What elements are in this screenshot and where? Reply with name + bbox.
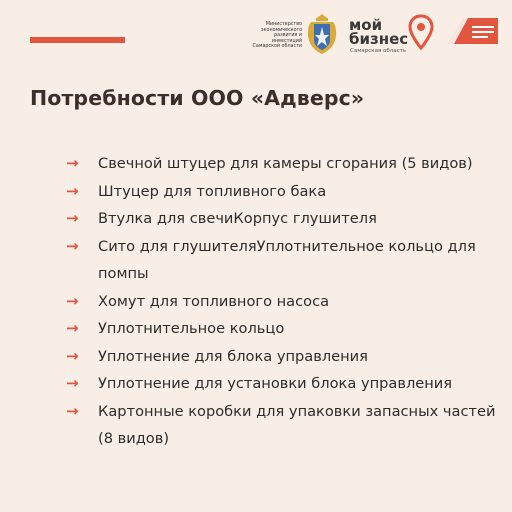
ministry-label: [245, 22, 302, 50]
arrow-right-icon: →: [66, 401, 79, 420]
arrow-right-icon: →: [66, 319, 79, 337]
moy-biznes-logo: [349, 18, 411, 54]
ministry-line: Самарской области: [252, 44, 302, 50]
brand-name: мой бизнес: [349, 16, 409, 48]
arrow-right-icon: →: [66, 209, 79, 227]
arrow-right-icon: →: [66, 181, 79, 200]
list-item: [66, 233, 498, 288]
list-item: [66, 205, 498, 233]
arrow-right-icon: →: [66, 236, 79, 255]
needs-list: [66, 150, 498, 453]
arrow-right-icon: →: [66, 291, 79, 310]
list-item: [66, 288, 498, 316]
list-item: [66, 150, 498, 178]
list-item: [66, 398, 498, 453]
brand-region: Самарская область: [350, 48, 407, 54]
location-pin-icon: [408, 14, 434, 52]
ministry-line: экономического: [261, 27, 302, 33]
ministry-line: Министерство: [265, 22, 302, 27]
ministry-line: развития и инвестиций: [271, 33, 302, 44]
list-item: [66, 343, 498, 371]
list-item-text: Картонные коробки для упаковки запасных частей (8 видов): [98, 402, 496, 447]
arrow-right-icon: →: [66, 154, 79, 172]
list-item: [66, 315, 498, 343]
samara-crest-icon: [305, 13, 339, 55]
arrow-right-icon: →: [66, 374, 79, 392]
national-project-logo: [444, 14, 502, 48]
list-item-text: Штуцер для топливного бака: [98, 182, 327, 200]
list-item: [66, 178, 498, 206]
list-item-text: Втулка для свечиКорпус глушителя: [98, 210, 377, 227]
list-item-text: Хомут для топливного насоса: [98, 292, 330, 310]
list-item-text: Уплотнительное кольцо: [98, 320, 285, 337]
list-item-text: Уплотнение для установки блока управления: [98, 375, 453, 392]
list-item-text: Свечной штуцер для камеры сгорания (5 видов): [98, 155, 473, 172]
list-item: [66, 370, 498, 398]
page-title: Потребности ООО «Адверс»: [30, 86, 365, 110]
arrow-right-icon: →: [66, 346, 79, 365]
list-item-text: Уплотнение для блока управления: [98, 347, 368, 365]
accent-bar: [30, 37, 125, 43]
list-item-text: Сито для глушителяУплотнительное кольцо для помпы: [98, 237, 476, 282]
